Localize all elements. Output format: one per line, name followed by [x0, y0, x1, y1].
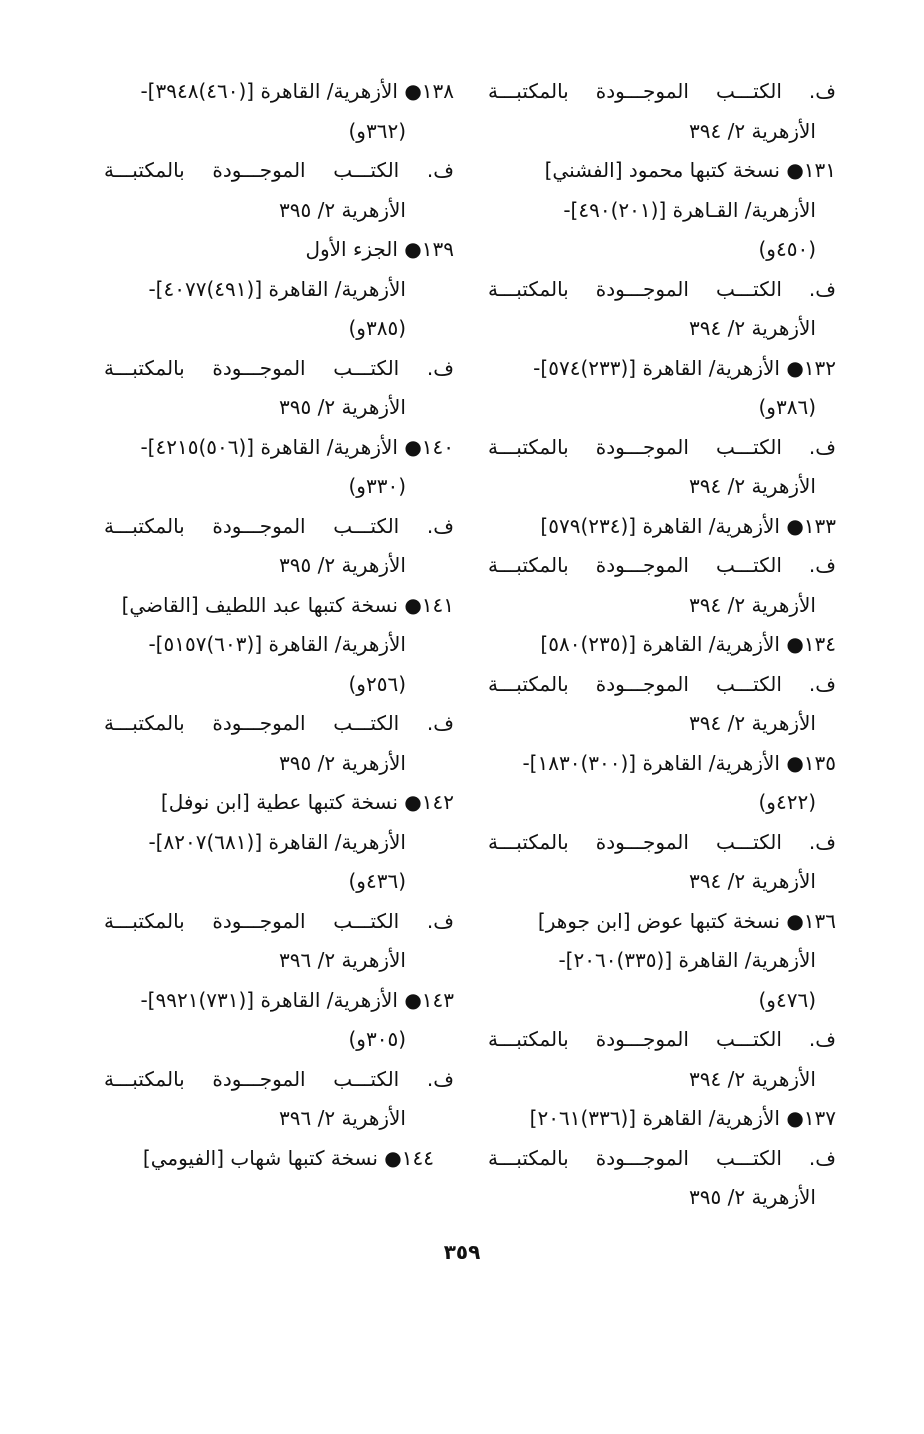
- entry-line: الأزهرية ٢/ ٣٩٤: [689, 869, 816, 893]
- entry-line: ف. الكتـــب الموجـــودة بالمكتبـــة: [104, 355, 454, 380]
- entry-line: ف. الكتـــب الموجـــودة بالمكتبـــة: [104, 513, 454, 538]
- entry-line: (٤٢٢و): [758, 790, 816, 814]
- entry-line: ١٣١● نسخة كتبها محمود [الفشني]: [544, 158, 836, 182]
- entry-line: ف. الكتـــب الموجـــودة بالمكتبـــة: [104, 158, 454, 182]
- entry-line: ف. الكتـــب الموجـــودة بالمكتبـــة: [488, 79, 836, 103]
- entry-line: (٣٨٥و): [348, 316, 406, 340]
- entry-line: الأزهرية ٢/ ٣٩٦: [279, 948, 406, 972]
- entry-line: الأزهرية ٢/ ٣٩٥: [279, 395, 406, 419]
- entry-line: ١٣٦● نسخة كتبها عوض [ابن جوهر]: [537, 908, 836, 933]
- entry-line: الأزهرية ٢/ ٣٩٥: [279, 197, 406, 222]
- entry-line: الأزهرية ٢/ ٣٩٤: [689, 592, 816, 617]
- entry-line: (٤٧٦و): [758, 987, 816, 1012]
- entry-line: ١٤٢● نسخة كتبها عطية [ابن نوفل]: [160, 790, 454, 814]
- entry-line: (٣٦٢و): [348, 118, 406, 143]
- entry-line: الأزهرية/ القـاهرة [(٢٠١)٤٩٠]-: [563, 197, 816, 222]
- entry-line: الأزهرية ٢/ ٣٩٤: [689, 474, 816, 498]
- entry-line: ف. الكتـــب الموجـــودة بالمكتبـــة: [488, 276, 836, 301]
- entry-line: ١٤٣● الأزهرية/ القاهرة [(٧٣١)٩٩٢١]-: [140, 987, 454, 1012]
- entry-line: ١٣٤● الأزهرية/ القاهرة [(٢٣٥)٥٨٠]: [540, 632, 836, 656]
- entry-line: (٣٠٥و): [348, 1027, 406, 1051]
- page-number: ٣٥٩: [443, 1240, 481, 1264]
- right-column: [488, 72, 836, 1218]
- entry-line: ١٣٢● الأزهرية/ القاهرة [(٢٣٣)٥٧٤]-: [533, 355, 836, 380]
- left-column: [104, 72, 454, 1178]
- entry-line: ١٣٥● الأزهرية/ القاهرة [(٣٠٠)١٨٣٠]-: [522, 750, 836, 775]
- entry-line: (٤٥٠و): [758, 237, 816, 261]
- entry-line: ١٣٨● الأزهرية/ القاهرة [(٤٦٠)٣٩٤٨]-: [140, 79, 454, 103]
- entry-line: ف. الكتـــب الموجـــودة بالمكتبـــة: [488, 553, 836, 577]
- entry-line: الأزهرية ٢/ ٣٩٥: [279, 750, 406, 775]
- entry-line: (٣٣٠و): [348, 474, 406, 498]
- entry-line: ف. الكتـــب الموجـــودة بالمكتبـــة: [488, 829, 836, 854]
- entry-line: ١٣٣● الأزهرية/ القاهرة [(٢٣٤)٥٧٩]: [540, 513, 836, 538]
- entry-line: الأزهرية/ القاهرة [(٤٩١)٤٠٧٧]-: [148, 276, 406, 301]
- entry-line: الأزهرية ٢/ ٣٩٥: [689, 1185, 816, 1209]
- entry-line: ف. الكتـــب الموجـــودة بالمكتبـــة: [488, 1145, 836, 1170]
- entry-line: ١٣٩● الجزء الأول: [305, 237, 454, 261]
- entry-line: ١٤٤● نسخة كتبها شهاب [الفيومي]: [142, 1145, 434, 1170]
- entry-line: الأزهرية/ القاهرة [(٦٨١)٨٢٠٧]-: [148, 829, 406, 854]
- entry-line: ١٣٧● الأزهرية/ القاهرة [(٣٣٦)٢٠٦١]: [529, 1106, 836, 1130]
- entry-line: الأزهرية/ القاهرة [(٦٠٣)٥١٥٧]-: [148, 632, 406, 656]
- entry-line: الأزهرية ٢/ ٣٩٥: [279, 553, 406, 577]
- entry-line: ف. الكتـــب الموجـــودة بالمكتبـــة: [488, 1027, 836, 1051]
- entry-line: ١٤٠● الأزهرية/ القاهرة [(٥٠٦)٤٢١٥]-: [140, 434, 454, 459]
- entry-line: الأزهرية ٢/ ٣٩٦: [279, 1106, 406, 1130]
- entry-line: ١٤١● نسخة كتبها عبد اللطيف [القاضي]: [121, 592, 454, 617]
- entry-line: ف. الكتـــب الموجـــودة بالمكتبـــة: [104, 908, 454, 933]
- entry-line: الأزهرية ٢/ ٣٩٤: [689, 316, 816, 340]
- entry-line: ف. الكتـــب الموجـــودة بالمكتبـــة: [104, 1066, 454, 1091]
- entry-line: (٣٨٦و): [758, 395, 816, 419]
- entry-line: الأزهرية ٢/ ٣٩٤: [689, 711, 816, 735]
- entry-line: ف. الكتـــب الموجـــودة بالمكتبـــة: [104, 711, 454, 735]
- entry-line: الأزهرية/ القاهرة [(٣٣٥)٢٠٦٠]-: [558, 948, 816, 972]
- entry-line: (٤٣٦و): [348, 869, 406, 893]
- entry-line: ف. الكتـــب الموجـــودة بالمكتبـــة: [488, 671, 836, 696]
- entry-line: الأزهرية ٢/ ٣٩٤: [689, 1066, 816, 1091]
- entry-line: ف. الكتـــب الموجـــودة بالمكتبـــة: [488, 434, 836, 459]
- entry-line: (٢٥٦و): [348, 671, 406, 696]
- entry-line: الأزهرية ٢/ ٣٩٤: [689, 118, 816, 143]
